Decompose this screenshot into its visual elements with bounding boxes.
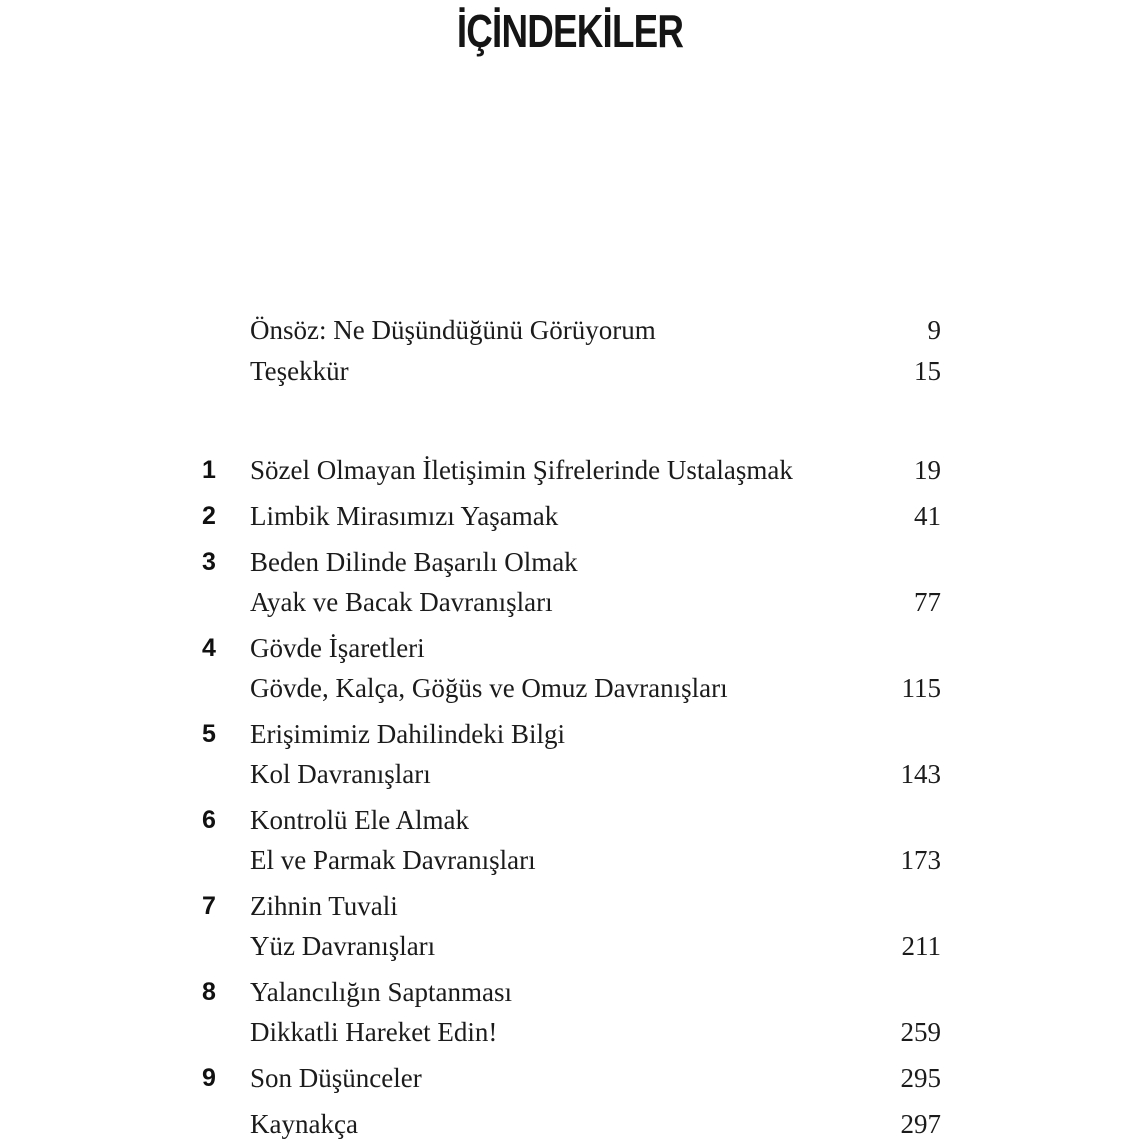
table-of-contents <box>200 310 941 1140</box>
back-matter-row <box>200 1104 941 1140</box>
entry-title: Ayak ve Bacak Davranışları <box>250 587 553 617</box>
page-number: 143 <box>900 759 941 789</box>
chapter-row <box>200 754 941 794</box>
page-number: 77 <box>914 587 941 617</box>
front-matter-row <box>200 351 941 392</box>
chapter-entry <box>200 628 941 708</box>
front-matter-list <box>200 310 941 392</box>
entry-title: Sözel Olmayan İletişimin Şifrelerinde Ustalaşmak <box>250 455 793 485</box>
entry-title: Limbik Mirasımızı Yaşamak <box>250 501 559 531</box>
page-number: 297 <box>900 1109 941 1139</box>
page-number: 211 <box>901 931 941 961</box>
entry-title: Teşekkür <box>250 356 349 386</box>
entry-title: Beden Dilinde Başarılı Olmak <box>250 547 578 577</box>
chapter-entry <box>200 886 941 966</box>
chapter-row <box>200 496 941 536</box>
chapter-number: 1 <box>202 456 216 484</box>
chapter-number: 9 <box>202 1064 216 1092</box>
page-number: 9 <box>927 315 941 345</box>
page-number: 19 <box>914 455 941 485</box>
page-number: 15 <box>914 356 941 386</box>
entry-title: El ve Parmak Davranışları <box>250 845 536 875</box>
entry-title: Kol Davranışları <box>250 759 431 789</box>
entry-title: Dikkatli Hareket Edin! <box>250 1017 498 1047</box>
chapter-number: 4 <box>202 634 216 662</box>
chapter-entry <box>200 800 941 880</box>
chapter-number: 7 <box>202 892 216 920</box>
chapter-number: 6 <box>202 806 216 834</box>
front-matter-row <box>200 310 941 351</box>
page-number: 295 <box>900 1063 941 1093</box>
page-number: 41 <box>914 501 941 531</box>
entry-title: Yüz Davranışları <box>250 931 436 961</box>
entry-title: Gövde İşaretleri <box>250 633 425 663</box>
chapter-row <box>200 1058 941 1098</box>
chapter-row <box>200 714 941 754</box>
chapter-row <box>200 582 941 622</box>
chapter-entry <box>200 972 941 1052</box>
chapter-row <box>200 542 941 582</box>
chapter-list <box>200 450 941 1098</box>
chapter-entry <box>200 1058 941 1098</box>
back-matter-list <box>200 1104 941 1140</box>
chapter-entry <box>200 714 941 794</box>
chapter-row <box>200 886 941 926</box>
entry-title: Kaynakça <box>250 1109 358 1139</box>
chapter-entry <box>200 542 941 622</box>
chapter-entry <box>200 496 941 536</box>
entry-title: Gövde, Kalça, Göğüs ve Omuz Davranışları <box>250 673 728 703</box>
chapter-number: 3 <box>202 548 216 576</box>
entry-title: Önsöz: Ne Düşündüğünü Görüyorum <box>250 315 656 345</box>
chapter-row <box>200 668 941 708</box>
entry-title: Erişimimiz Dahilindeki Bilgi <box>250 719 565 749</box>
page-title: İÇİNDEKİLER <box>456 5 684 57</box>
page-number: 173 <box>900 845 941 875</box>
chapter-row <box>200 1012 941 1052</box>
page-number: 115 <box>901 673 941 703</box>
chapter-row <box>200 972 941 1012</box>
chapter-row <box>200 450 941 490</box>
chapter-number: 8 <box>202 978 216 1006</box>
chapter-entry <box>200 450 941 490</box>
entry-title: Son Düşünceler <box>250 1063 422 1093</box>
entry-title: Yalancılığın Saptanması <box>250 977 512 1007</box>
chapter-row <box>200 926 941 966</box>
chapter-row <box>200 840 941 880</box>
chapter-row <box>200 800 941 840</box>
chapter-number: 2 <box>202 502 216 530</box>
page-number: 259 <box>900 1017 941 1047</box>
entry-title: Zihnin Tuvali <box>250 891 398 921</box>
chapter-number: 5 <box>202 720 216 748</box>
entry-title: Kontrolü Ele Almak <box>250 805 469 835</box>
chapter-row <box>200 628 941 668</box>
